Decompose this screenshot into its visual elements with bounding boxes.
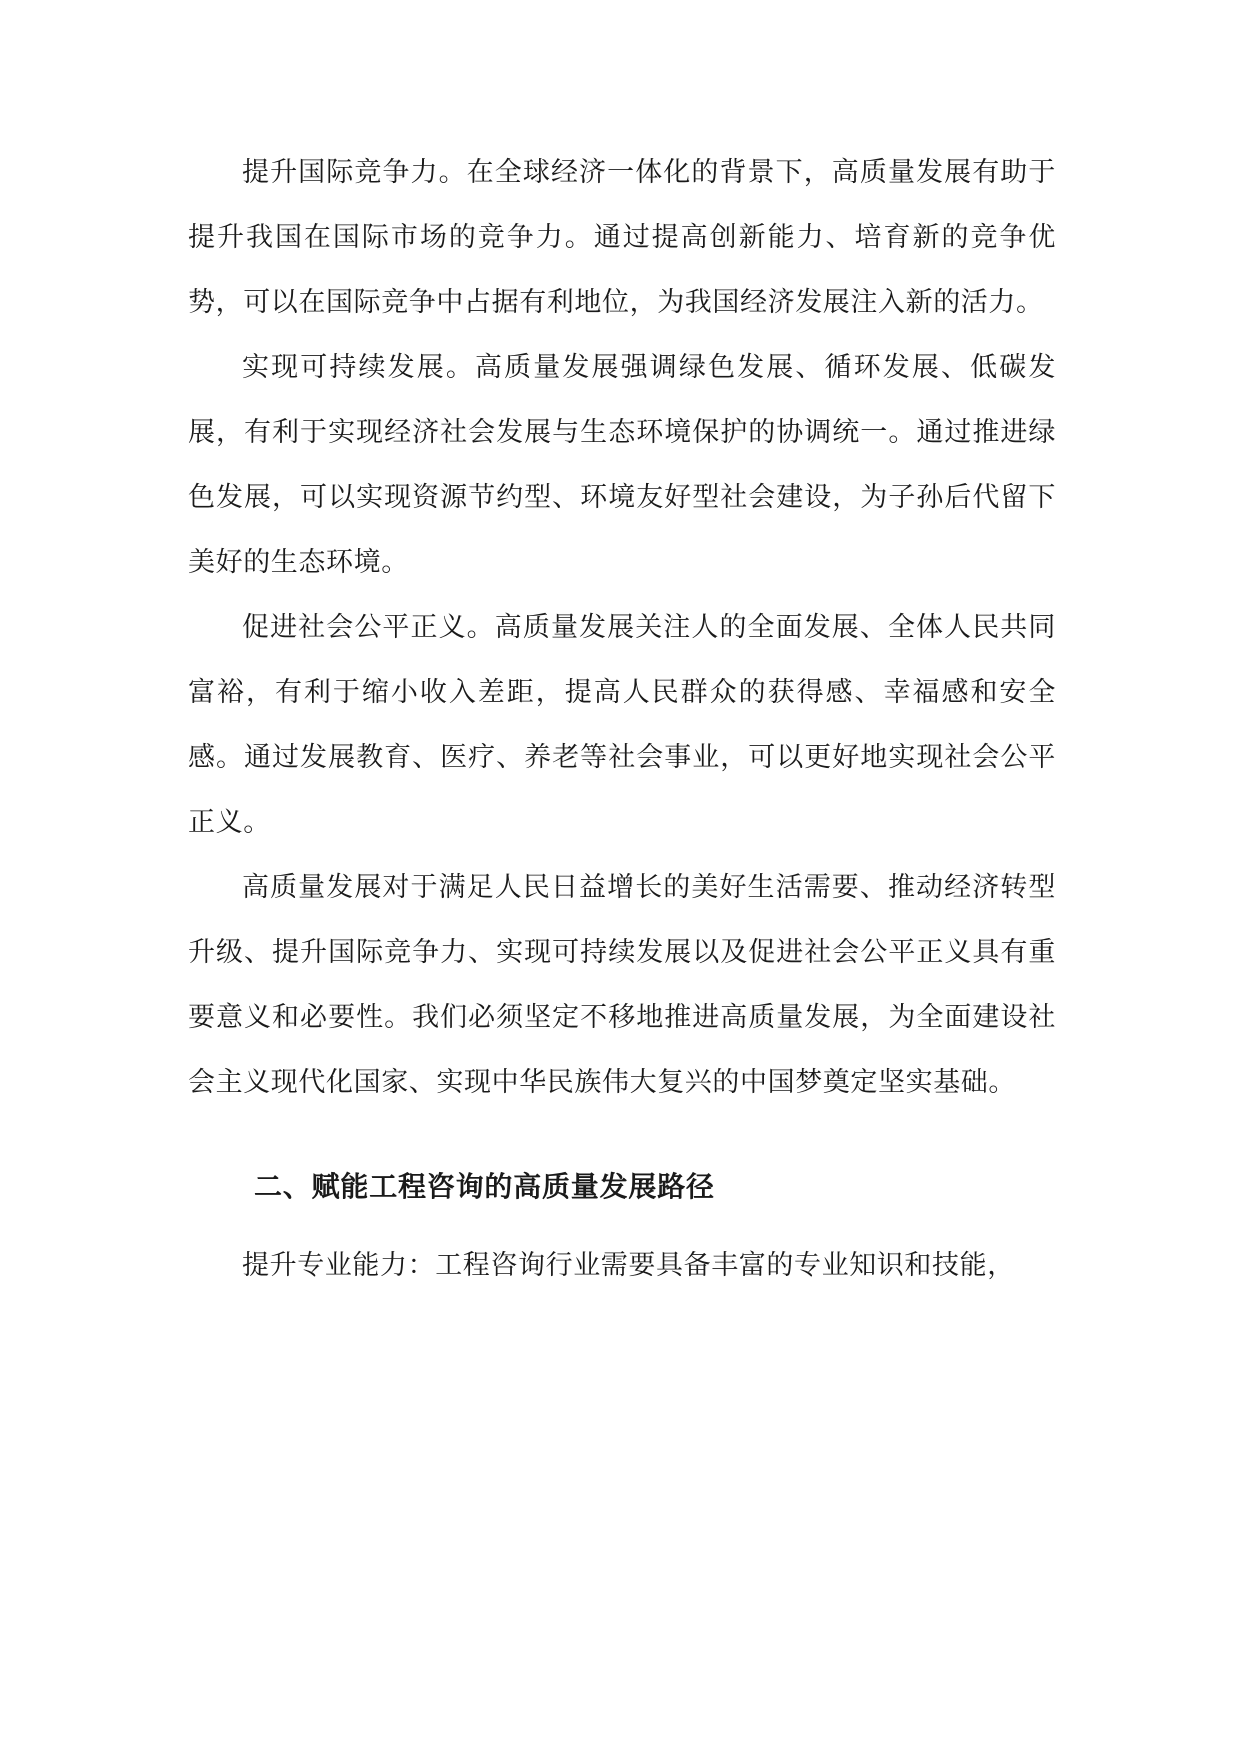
section-heading: 二、赋能工程咨询的高质量发展路径 — [254, 1170, 715, 1203]
document-body — [188, 140, 1056, 1298]
paragraph-professional-ability: 提升专业能力：工程咨询行业需要具备丰富的专业知识和技能， — [242, 1250, 1015, 1281]
paragraph-social-fairness: 促进社会公平正义。高质量发展关注人的全面发展、全体人民共同富裕，有利于缩小收入差距，提高人民群众的获得感、幸福感和安全感。通过发展教育、医疗、养老等社会事业，可以更好地实现社会公平正义。 — [188, 612, 1056, 838]
paragraph-sustainable-development: 实现可持续发展。高质量发展强调绿色发展、循环发展、低碳发展，有利于实现经济社会发展与生态环境保护的协调统一。通过推进绿色发展，可以实现资源节约型、环境友好型社会建设，为子孙后代留下美好的生态环境。 — [188, 352, 1056, 578]
paragraph-international-competitiveness: 提升国际竞争力。在全球经济一体化的背景下，高质量发展有助于提升我国在国际市场的竞争力。通过提高创新能力、培育新的竞争优势，可以在国际竞争中占据有利地位，为我国经济发展注入新的活力。 — [188, 157, 1056, 318]
paragraph-summary: 高质量发展对于满足人民日益增长的美好生活需要、推动经济转型升级、提升国际竞争力、实现可持续发展以及促进社会公平正义具有重要意义和必要性。我们必须坚定不移地推进高质量发展，为全面建设社会主义现代化国家、实现中华民族伟大复兴的中国梦奠定坚实基础。 — [188, 872, 1056, 1098]
